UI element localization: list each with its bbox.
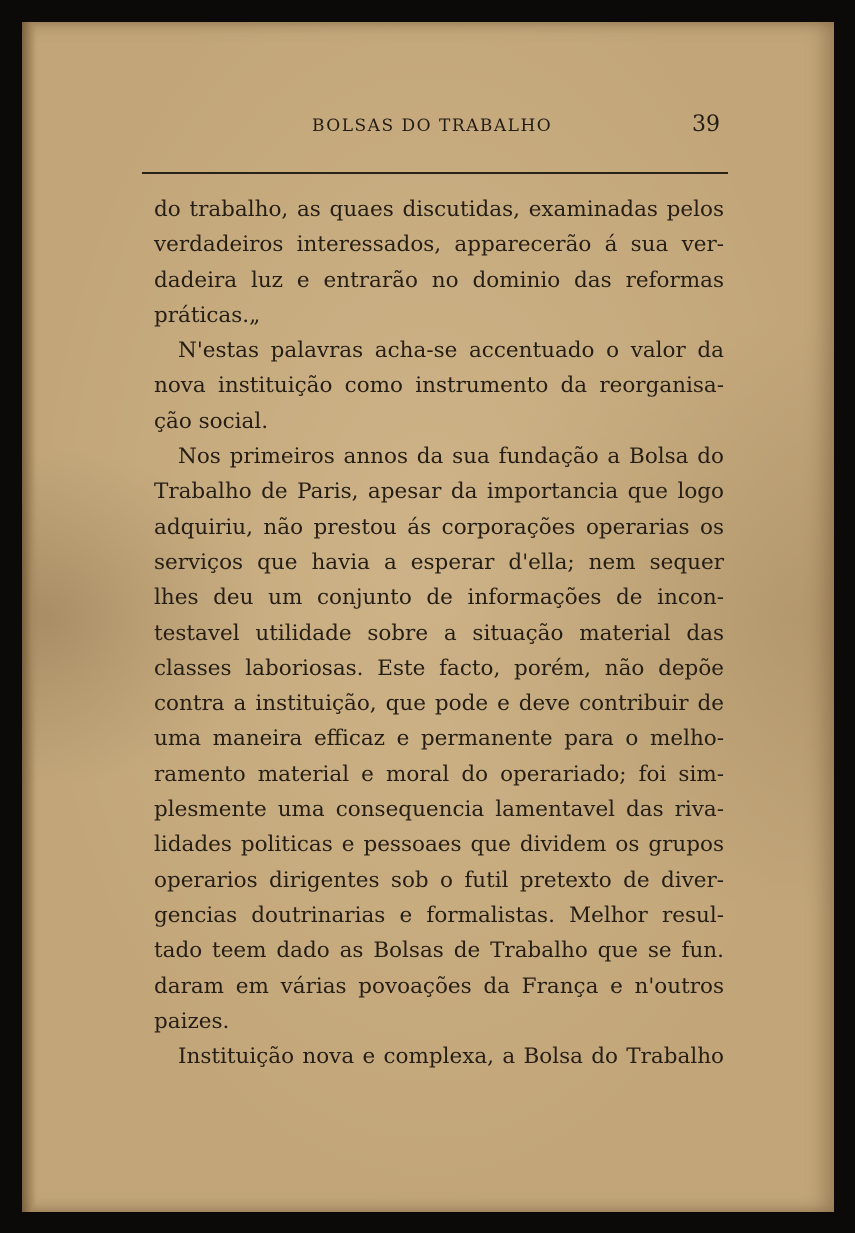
text-line: nova instituição como instrumento da reorganisa- xyxy=(154,373,724,399)
book-page xyxy=(22,22,834,1212)
header-rule xyxy=(142,172,728,174)
text-line: paizes. xyxy=(154,1008,230,1034)
text-line: Trabalho de Paris, apesar da importancia que logo xyxy=(154,479,724,505)
text-line: verdadeiros interessados, apparecerão á sua ver- xyxy=(154,232,724,258)
text-line: tado teem dado as Bolsas de Trabalho que se fun. xyxy=(154,938,724,964)
text-line: uma maneira efficaz e permanente para o melho- xyxy=(154,726,724,752)
text-line: gencias doutrinarias e formalistas. Melhor resul- xyxy=(154,902,724,928)
running-head-title: BOLSAS DO TRABALHO xyxy=(312,116,553,136)
text-line: N'estas palavras acha-se accentuado o valor da xyxy=(178,338,724,364)
text-line: ramento material e moral do operariado; foi sim- xyxy=(154,761,724,787)
text-line: contra a instituição, que pode e deve contribuir de xyxy=(154,691,724,717)
text-line: daram em várias povoações da França e n'outros xyxy=(154,973,724,999)
text-line: lidades politicas e pessoaes que dividem os grupos xyxy=(154,832,724,858)
body-text xyxy=(154,192,724,1074)
page-binding-edge xyxy=(22,22,36,1212)
text-line: testavel utilidade sobre a situação material das xyxy=(154,620,724,646)
text-line: práticas.„ xyxy=(154,302,261,328)
text-line: operarios dirigentes sob o futil pretexto de diver- xyxy=(154,867,724,893)
text-line: do trabalho, as quaes discutidas, examinadas pelos xyxy=(154,197,724,222)
text-line: classes laboriosas. Este facto, porém, não depõe xyxy=(154,655,724,681)
text-line: serviços que havia a esperar d'ella; nem sequer xyxy=(154,549,724,575)
text-line: Instituição nova e complexa, a Bolsa do Trabalho xyxy=(178,1044,724,1070)
running-head xyxy=(132,112,722,152)
text-line: dadeira luz e entrarão no dominio das reformas xyxy=(154,267,724,293)
page-number: 39 xyxy=(692,112,720,137)
text-line: Nos primeiros annos da sua fundação a Bolsa do xyxy=(178,444,724,470)
text-line: plesmente uma consequencia lamentavel das riva- xyxy=(154,797,724,823)
text-line: ção social. xyxy=(154,408,269,434)
text-line: lhes deu um conjunto de informações de incon- xyxy=(154,585,724,611)
text-line: adquiriu, não prestou ás corporações operarias os xyxy=(154,514,724,540)
